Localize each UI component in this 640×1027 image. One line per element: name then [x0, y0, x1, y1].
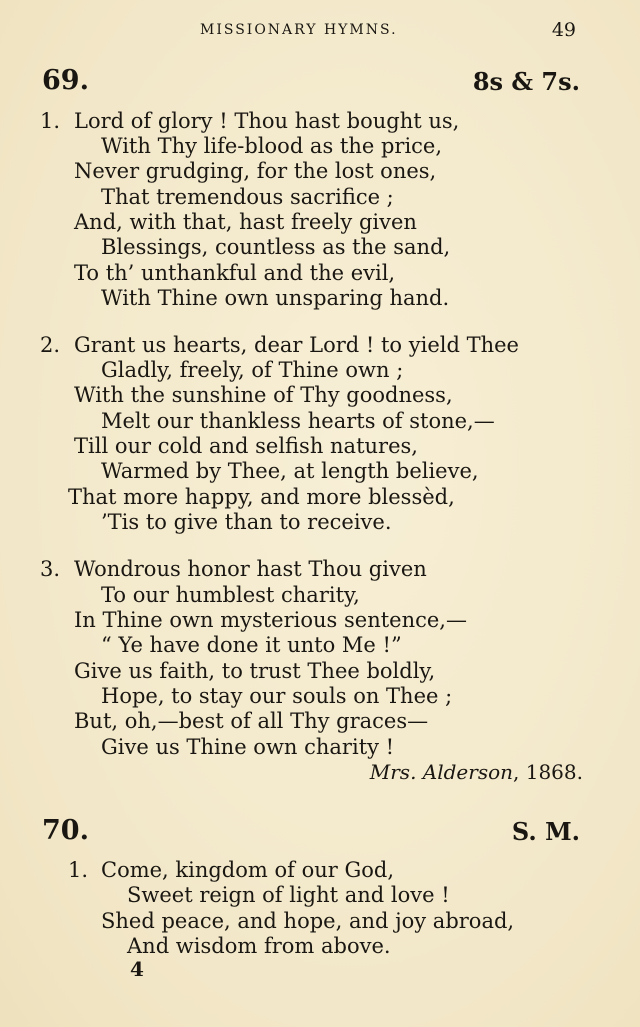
verse-line: To th’ unthankful and the evil, [74, 261, 396, 285]
verse-line: Give us faith, to trust Thee boldly, [74, 659, 436, 683]
signature-mark: 4 [130, 957, 144, 981]
verse-line: That more happy, and more blessèd, [68, 485, 455, 509]
author-name: Mrs. Alderson [369, 760, 514, 784]
attribution-year: , 1868. [513, 760, 583, 784]
verse-line: Come, kingdom of our God, [101, 858, 394, 882]
page-number: 49 [551, 19, 576, 41]
verse-line: Warmed by Thee, at length believe, [101, 459, 479, 483]
verse-line: But, oh,—best of all Thy graces— [74, 709, 429, 733]
running-head [0, 19, 640, 44]
verse-line: Never grudging, for the lost ones, [74, 159, 437, 183]
hymn-number: 70. [42, 815, 89, 846]
verse-line: Till our cold and selfish natures, [74, 434, 418, 458]
attribution [370, 760, 583, 784]
verse-line: Wondrous honor hast Thou given [74, 557, 427, 581]
hymn-meter: S. M. [511, 817, 580, 846]
verse-number: 1. [40, 109, 61, 133]
verse-line: With Thine own unsparing hand. [101, 286, 450, 310]
verse-line: With the sunshine of Thy goodness, [74, 383, 453, 407]
verse-line: Lord of glory ! Thou hast bought us, [74, 109, 460, 133]
hymn-meter: 8s & 7s. [472, 67, 580, 96]
verse-line: With Thy life-blood as the price, [101, 134, 443, 158]
verse-line: Sweet reign of light and love ! [127, 883, 450, 907]
verse-line: In Thine own mysterious sentence,— [74, 608, 467, 632]
verse-line: Shed peace, and hope, and joy abroad, [101, 909, 515, 933]
verse-number: 1. [68, 858, 89, 882]
hymn-number: 69. [42, 65, 89, 96]
verse-line: To our humblest charity, [101, 583, 360, 607]
running-title: MISSIONARY HYMNS. [200, 22, 398, 38]
verse-line: “ Ye have done it unto Me !” [101, 633, 402, 657]
verse-line: Blessings, countless as the sand, [101, 235, 451, 259]
verse-line: That tremendous sacrifice ; [101, 185, 394, 209]
verse-number: 3. [40, 557, 61, 581]
hymn-69-header [42, 65, 580, 97]
verse-line: Melt our thankless hearts of stone,— [101, 409, 495, 433]
verse-line: ’Tis to give than to receive. [101, 510, 392, 534]
verse-line: Give us Thine own charity ! [101, 735, 395, 759]
hymn-70-header [42, 815, 580, 847]
verse-line: Hope, to stay our souls on Thee ; [101, 684, 453, 708]
verse-line: And wisdom from above. [127, 934, 391, 958]
verse-line: Gladly, freely, of Thine own ; [101, 358, 404, 382]
verse-line: Grant us hearts, dear Lord ! to yield Thee [74, 333, 519, 357]
verse-number: 2. [40, 333, 61, 357]
verse-line: And, with that, hast freely given [74, 210, 417, 234]
